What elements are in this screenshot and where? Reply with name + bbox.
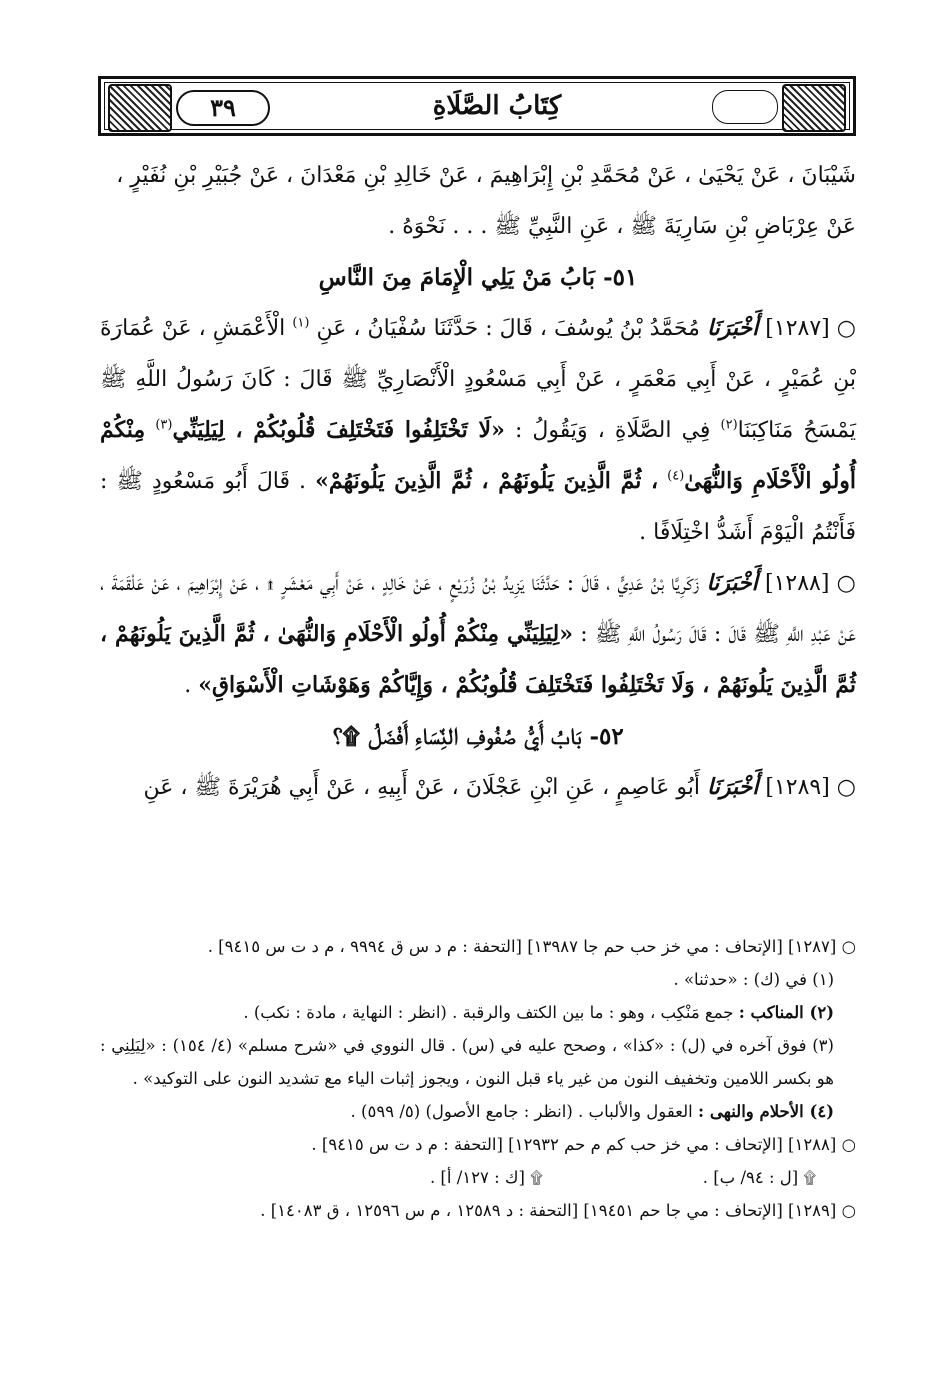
hadith-1287-text-1: مُحَمَّدُ بْنُ يُوسُفَ ، قَالَ : حَدَّثَنَا سُفْيَانُ ، عَنِ [316,316,700,341]
hadith-1287-quote-2: مِنْكُمْ أُولُو الْأَحْلَامِ وَالنُّهَىٰ [100,417,857,494]
continuation-line-2: عَنْ عِرْبَاضِ بْنِ سَارِيَةَ ﷺ ، عَنِ النَّبِيِّ ﷺ . . . نَحْوَهُ . [388,214,856,239]
hadith-1287-text-3: فِي الصَّلَاةِ ، وَيَقُولُ : [514,418,711,443]
hadith-1288-text-1: زَكَرِيَّا بْنُ عَدِيٍّ ، قَالَ : حَدَّثَنَا يَزِيدُ بْنُ زُرَيْعٍ ، عَنْ خَالِدٍ ، عَنْ أَبِي مَعْشَرٍ ۩ ، عَنْ إِبْرَاهِيمَ ، عَنْ عَلْقَمَةَ ، عَنْ عَبْدِ اللَّهِ ﷺ قَالَ : قَالَ رَسُولُ اللَّهِ ﷺ : [100,571,856,647]
hadith-1289-text-1: أَبُو عَاصِمٍ ، عَنِ ابْنِ عَجْلَانَ ، عَنْ أَبِيهِ ، عَنْ أَبِي هُرَيْرَةَ ﷺ ، عَنِ [143,775,701,800]
hadith-1287-marker: ○ [١٢٨٧] [765,316,856,341]
right-ornament-icon [782,84,846,132]
hadith-1288-quote: «لِيَلِيَنِّي مِنْكُمْ أُولُو الْأَحْلَامِ وَالنُّهَىٰ ، ثُمَّ الَّذِينَ يَلُونَهُمْ ، ثُمَّ الَّذِينَ يَلُونَهُمْ ، وَلَا تَخْتَلِفُوا فَتَخْتَلِفَ قُلُوبُكُمْ ، وَإِيَّاكُمْ وَهَوْشَاتِ الْأَسْوَاقِ» [100,621,856,698]
hadith-1287-text-4: . قَالَ أَبُو مَسْعُودٍ ﷺ : فَأَنْتُمُ الْيَوْمَ أَشَدُّ اخْتِلَافًا . [100,469,856,545]
hadith-1289 [100,762,856,813]
footnote-ref-4: (٤) [667,468,685,484]
footnote-4-label: (٤) الأحلام والنهى : [698,1102,834,1121]
footnote-1: (١) في (ك) : «حدثنا» . [673,970,834,989]
chapter-52-heading: ٥٢- بَابُ أَيُّ صُفُوفِ النِّسَاءِ أَفْضَلُ ۩؟ [332,723,624,750]
hadith-1288-akhbarana: أَخْبَرَنَا [706,570,758,596]
footnote-ref-1: (١) [292,315,310,331]
running-header [98,76,856,136]
hadith-1289-akhbarana: أَخْبَرَنَا [707,774,759,800]
footnote-3: (٣) فوق آخره في (ل) : «كذا» ، وصحح عليه في (س) . قال النووي في «شرح مسلم» (٤/ ١٥٤) : «لِيَلِنِي : هو بكسر اللامين وتخفيف النون من غير ياء قبل النون ، ويجوز إثبات الياء مع تشديد النون على التوكيد» . [100,1036,834,1088]
footnote-takhrij-1289: ○ [١٢٨٩] [الإتحاف : مي جا حم ١٩٤٥١] [التحفة : د ١٢٥٨٩ ، م س ١٢٥٩٦ ، ق ١٤٠٨٣] . [260,1201,856,1220]
hadith-1287 [100,303,856,558]
continuation-line-1: شَيْبَانَ ، عَنْ يَحْيَىٰ ، عَنْ مُحَمَّدِ بْنِ إِبْرَاهِيمَ ، عَنْ خَالِدِ بْنِ مَعْدَانَ ، عَنْ جُبَيْرِ بْنِ نُفَيْرٍ ، [116,163,856,188]
footnote-takhrij-1288: ○ [١٢٨٨] [الإتحاف : مي خز حب كم م حم ١٢٩٣٢] [التحفة : م د ت س ٩٤١٥] . [311,1135,856,1154]
footnote-ref-3: (٣) [155,417,173,433]
hadith-1287-text-2: الْأَعْمَشِ ، عَنْ عُمَارَةَ بْنِ عُمَيْرٍ ، عَنْ أَبِي مَعْمَرٍ ، عَنْ أَبِي مَسْعُودٍ الْأَنْصَارِيِّ ﷺ قَالَ : كَانَ رَسُولُ اللَّهِ ﷺ يَمْسَحُ مَنَاكِبَنَا [100,316,856,443]
hadith-1287-quote-1: «لَا تَخْتَلِفُوا فَتَخْتَلِفَ قُلُوبُكُمْ ، لِيَلِيَنِّي [172,417,505,443]
hadith-1287-akhbarana: أَخْبَرَنَا [706,315,759,341]
manuscript-refs [100,1161,856,1194]
footnotes [100,930,856,1227]
footnote-2-label: (٢) المناكب : [738,1003,834,1022]
page-number: ٣٩ [176,90,270,126]
manuscript-ref-k: ۩ [ك : ١٢٧/ أ] . [429,1168,543,1187]
main-text [100,150,856,813]
footnote-ref-2: (٢) [720,417,738,433]
footnote-4-text: العقول والألباب . (انظر : جامع الأصول) (٥/ ٥٩٩) . [350,1102,693,1121]
book-seal-logo [712,90,778,124]
footnote-4 [100,1095,856,1128]
manuscript-ref-l: ۩ [ل : ٩٤/ ب] . [702,1168,816,1187]
footnote-takhrij-1287: ○ [١٢٨٧] [الإتحاف : مي خز حب حم جا ١٣٩٨٧] [التحفة : م د س ق ٩٩٩٤ ، م د ت س ٩٤١٥] . [207,937,856,956]
chapter-51-heading: ٥١- بَابُ مَنْ يَلِي الْإِمَامَ مِنَ النَّاسِ [318,264,638,291]
footnote-2 [100,996,856,1029]
hadith-1288 [100,558,856,711]
left-ornament-icon [108,84,172,132]
footnote-2-text: جمع مَنْكِب ، وهو : ما بين الكتف والرقبة . (انظر : النهاية ، مادة : نكب) . [243,1003,734,1022]
hadith-1289-marker: ○ [١٢٨٩] [765,775,856,800]
hadith-1288-marker: ○ [١٢٨٨] [764,571,856,596]
hadith-1288-end: . [184,673,192,698]
book-title: كِتَابُ الصَّلَاةِ [432,91,562,121]
hadith-1287-quote-3: ، ثُمَّ الَّذِينَ يَلُونَهُمْ ، ثُمَّ الَّذِينَ يَلُونَهُمْ» [315,468,659,494]
